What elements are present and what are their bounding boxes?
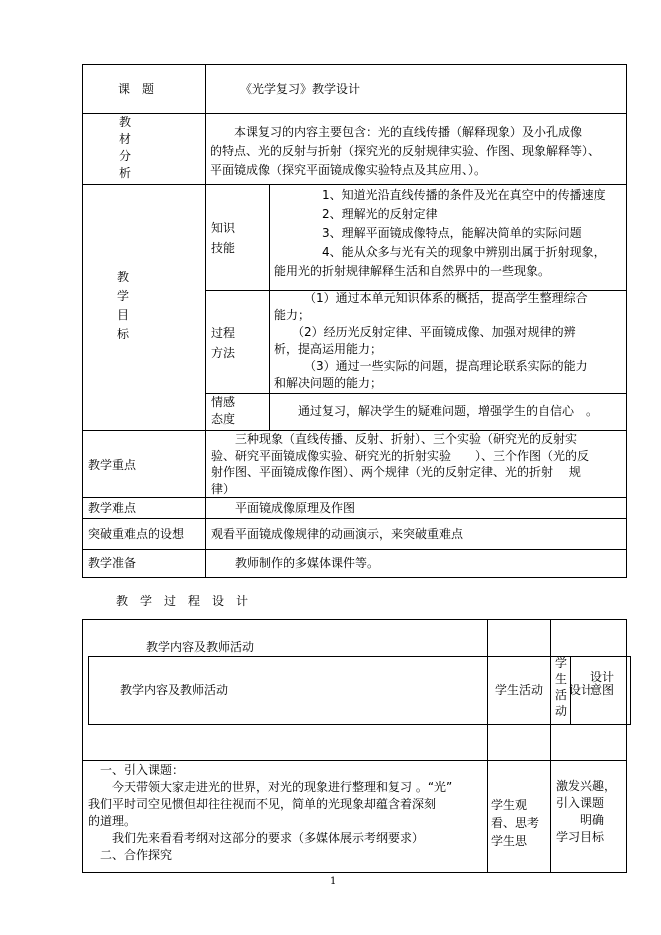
title-label: 课 题 [118,82,155,96]
table-border [82,872,627,873]
lesson-content: 一、引入课题： 今天带领大家走进光的世界，对光的现象进行整理和复习 。“光” 我们平时司空见惯但却往往视而不见，简单的光现象却蕴含着深刻 的道理。 我们先来看看考纲对这部分的要求（多媒体展示考纲要求） 二、合作探究 [88,763,453,862]
student-activity: 学生观 看、思考 学生思 [491,798,540,848]
table-border [82,64,83,578]
inner-header-design-overlay: 设计 [569,683,594,697]
table-border [82,184,627,185]
key-points: 三种现象（直线传播、反射、折射）、三个实验（研究光的反射实 验、研究平面镜成像实验、研究光的折射实验 ）、三个作图（光的反 射作图、平面镜成像作图）、两个规律（光的反射定律、光的折射 规 律） [211,432,590,496]
key-points-label: 教学重点 [88,458,137,472]
table-border [626,619,627,873]
table-border [82,619,83,873]
table-border [487,656,488,725]
inner-header-content: 教学内容及教师活动 [120,683,229,697]
table-border [205,64,206,578]
material-analysis: 本课复习的内容主要包含：光的直线传播（解释现象）及小孔成像 的特点、光的反射与折射（探究光的反射规律实验、作图、现象解释等）、 平面镜成像（探究平面镜成像实验特点及其应用、）。 [210,125,601,177]
knowledge-goals: 1、知道光沿直线传播的条件及光在真空中的传播速度 2、理解光的反射定律 3、理解平面镜成像特点，能解决简单的实际问题 4、能从众多与光有关的现象中辨别出属于折射现象， 能用光的折射规律解释生活和自然界中的一些现象。 [274,188,606,278]
goals-label: 教 学 目 标 [116,270,129,341]
table-border [88,656,631,657]
inner-header-design: 设计意图 [590,670,615,697]
table-border [82,549,627,550]
table-border [626,64,627,578]
design-intent: 激发兴趣， 引入课题 明确 学习目标 [556,779,617,844]
emotion-goals: 通过复习，解决学生的疑难问题，增强学生的自信心 。 [274,404,599,418]
difficulty-text: 平面镜成像原理及作图 [211,501,356,515]
outer-header-content: 教学内容及教师活动 [146,640,255,654]
inner-header-student-vertical: 学 生 活 动 [554,656,567,718]
section-heading: 教 学 过 程 设 计 [116,594,249,608]
table-border [82,497,627,498]
difficulty-label: 教学难点 [88,501,137,515]
prep-label: 教学准备 [88,556,137,570]
table-border [82,619,627,620]
table-border [82,518,627,519]
table-border [82,577,627,578]
table-border [88,724,631,725]
breakthrough-text: 观看平面镜成像规律的动画演示，来突破重难点 [211,527,464,541]
material-label: 教 材 分 析 [118,115,131,180]
process-goals: （1）通过本单元知识体系的概括，提高学生整理综合 能力； （2）经历光反射定律、平面镜成像、加强对规律的辨 析，提高运用能力； （3）通过一些实际的问题，提高理论联系实际的能力 和解决问题的能力； [274,291,588,390]
table-border [88,656,89,725]
breakthrough-label: 突破重难点的设想 [88,527,185,541]
table-border [630,656,631,725]
table-border [82,113,627,114]
lesson-title: 《光学复习》教学设计 [240,82,361,96]
inner-header-student: 学生活动 [495,683,544,697]
prep-text: 教师制作的多媒体课件等。 [211,556,380,570]
table-border [269,184,270,430]
emotion-label: 情感 态度 [211,395,236,426]
table-border [82,64,627,65]
page-number: 1 [330,876,337,887]
process-label: 过程 方法 [211,326,236,360]
table-border [82,760,627,761]
knowledge-label: 知识 技能 [211,221,236,255]
table-border [550,619,551,873]
